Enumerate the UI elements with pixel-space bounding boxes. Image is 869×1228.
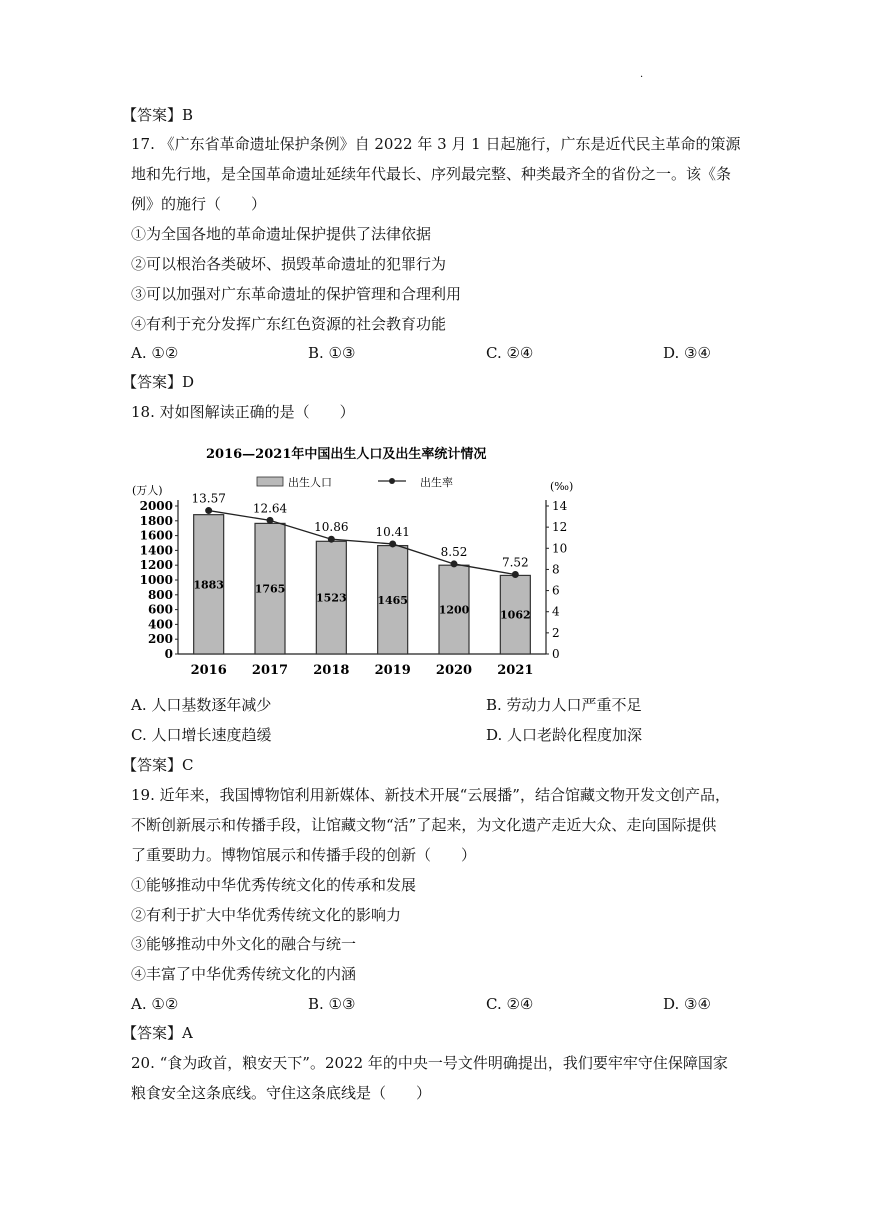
right-tick-label: 2 [552,625,560,640]
right-tick-label: 8 [552,562,560,577]
bar-value-label: 1200 [438,603,470,617]
birth-rate-label: 10.41 [375,524,410,539]
birth-rate-label: 8.52 [440,544,468,559]
legend-birth-rate: 出生率 [420,476,453,489]
q19-option-b: B. ①③ [308,995,356,1013]
q17-option-c: C. ②④ [486,344,534,362]
birth-rate-label: 7.52 [501,555,529,570]
q17-item: ④有利于充分发挥广东红色资源的社会教育功能 [131,315,447,333]
q17-line: 地和先行地，是全国革命遗址延续年代最长、序列最完整、种类最齐全的省份之一。该《条 [131,165,732,183]
left-tick-label: 400 [147,617,173,632]
birth-rate-label: 12.64 [252,501,288,516]
q19-line: 不断创新展示和传播手段，让馆藏文物“活”了起来，为文化遗产走近大众、走向国际提供 [131,816,717,834]
x-tick-label: 2019 [374,663,411,678]
q19-line: 19. 近年来，我国博物馆利用新媒体、新技术开展“云展播”，结合馆藏文物开发文创产品， [131,786,730,804]
right-tick-label: 4 [552,604,560,619]
q19-item: ①能够推动中华优秀传统文化的传承和发展 [131,876,417,894]
q18-option-a: A. 人口基数逐年减少 [131,696,272,714]
birth-rate-point [451,560,458,567]
left-tick-label: 1800 [139,513,173,528]
q17-option-d: D. ③④ [663,344,711,362]
right-tick-label: 14 [552,499,568,513]
left-axis-unit: (万人) [132,484,163,497]
q18-stem: 18. 对如图解读正确的是（ ） [131,403,355,421]
bar-value-label: 1062 [500,608,531,622]
q19-item: ④丰富了中华优秀传统文化的内涵 [131,965,357,983]
left-tick-label: 200 [147,632,173,647]
q19-item: ③能够推动中外文化的融合与统一 [131,935,357,953]
q19-line: 了重要助力。博物馆展示和传播手段的创新（ ） [131,846,477,864]
right-tick-label: 12 [552,520,568,535]
left-tick-label: 1600 [139,528,173,543]
legend-birth-population: 出生人口 [288,476,332,489]
right-tick-label: 10 [552,541,568,556]
birth-rate-label: 13.57 [191,491,226,506]
left-tick-label: 1400 [139,543,173,558]
birth-rate-point [328,536,335,543]
q19-option-a: A. ①② [131,995,179,1013]
chart-title: 2016—2021年中国出生人口及出生率统计情况 [206,447,487,462]
page-mark: · [640,72,644,83]
x-tick-label: 2021 [497,663,534,678]
right-axis-unit: (‰) [550,480,574,493]
q17-item: ①为全国各地的革命遗址保护提供了法律依据 [131,225,432,243]
q17-line: 17. 《广东省革命遗址保护条例》自 2022 年 3 月 1 日起施行，广东是近代民主革命的策源 [131,135,741,153]
birth-rate-point [512,571,519,578]
right-tick-label: 0 [552,647,560,661]
left-tick-label: 600 [147,602,173,617]
bar-value-label: 1765 [254,582,286,596]
q20-line: 粮食安全这条底线。守住这条底线是（ ） [131,1084,432,1102]
bar-value-label: 1883 [193,578,224,592]
x-tick-label: 2016 [190,663,227,678]
q19-option-c: C. ②④ [486,995,534,1013]
left-tick-label: 0 [164,647,173,661]
q19-option-d: D. ③④ [663,995,711,1013]
q18-option-d: D. 人口老龄化程度加深 [486,726,643,744]
left-tick-label: 2000 [139,499,173,513]
q17-item: ③可以加强对广东革命遗址的保护管理和合理利用 [131,285,462,303]
legend-bar-swatch [257,477,283,486]
bar-value-label: 1465 [377,593,408,607]
x-tick-label: 2018 [313,663,350,678]
birth-rate-point [205,507,212,514]
left-tick-label: 1000 [139,573,173,587]
birth-rate-point [389,540,396,547]
q19-answer: 【答案】A [122,1024,193,1042]
legend-line-marker [389,478,395,484]
q17-answer: 【答案】D [122,373,195,391]
q17-item: ②可以根治各类破坏、损毁革命遗址的犯罪行为 [131,255,447,273]
right-tick-label: 6 [552,583,560,598]
q18-option-b: B. 劳动力人口严重不足 [486,696,642,714]
q17-line: 例》的施行（ ） [131,195,267,213]
x-tick-label: 2020 [435,663,473,678]
q18-option-c: C. 人口增长速度趋缓 [131,726,272,744]
q17-option-a: A. ①② [131,344,179,362]
x-tick-label: 2017 [251,663,289,678]
q16-answer: 【答案】B [122,106,194,124]
birth-chart [126,436,586,686]
q19-item: ②有利于扩大中华优秀传统文化的影响力 [131,906,402,924]
q20-line: 20. “食为政首，粮安天下”。2022 年的中央一号文件明确提出，我们要牢牢守住保障国家 [131,1054,728,1072]
birth-rate-point [267,517,274,524]
birth-rate-label: 10.86 [314,520,349,535]
q18-answer: 【答案】C [122,756,194,774]
q17-option-b: B. ①③ [308,344,356,362]
left-tick-label: 1200 [139,558,173,573]
left-tick-label: 800 [147,587,173,602]
bar-value-label: 1523 [316,591,347,605]
